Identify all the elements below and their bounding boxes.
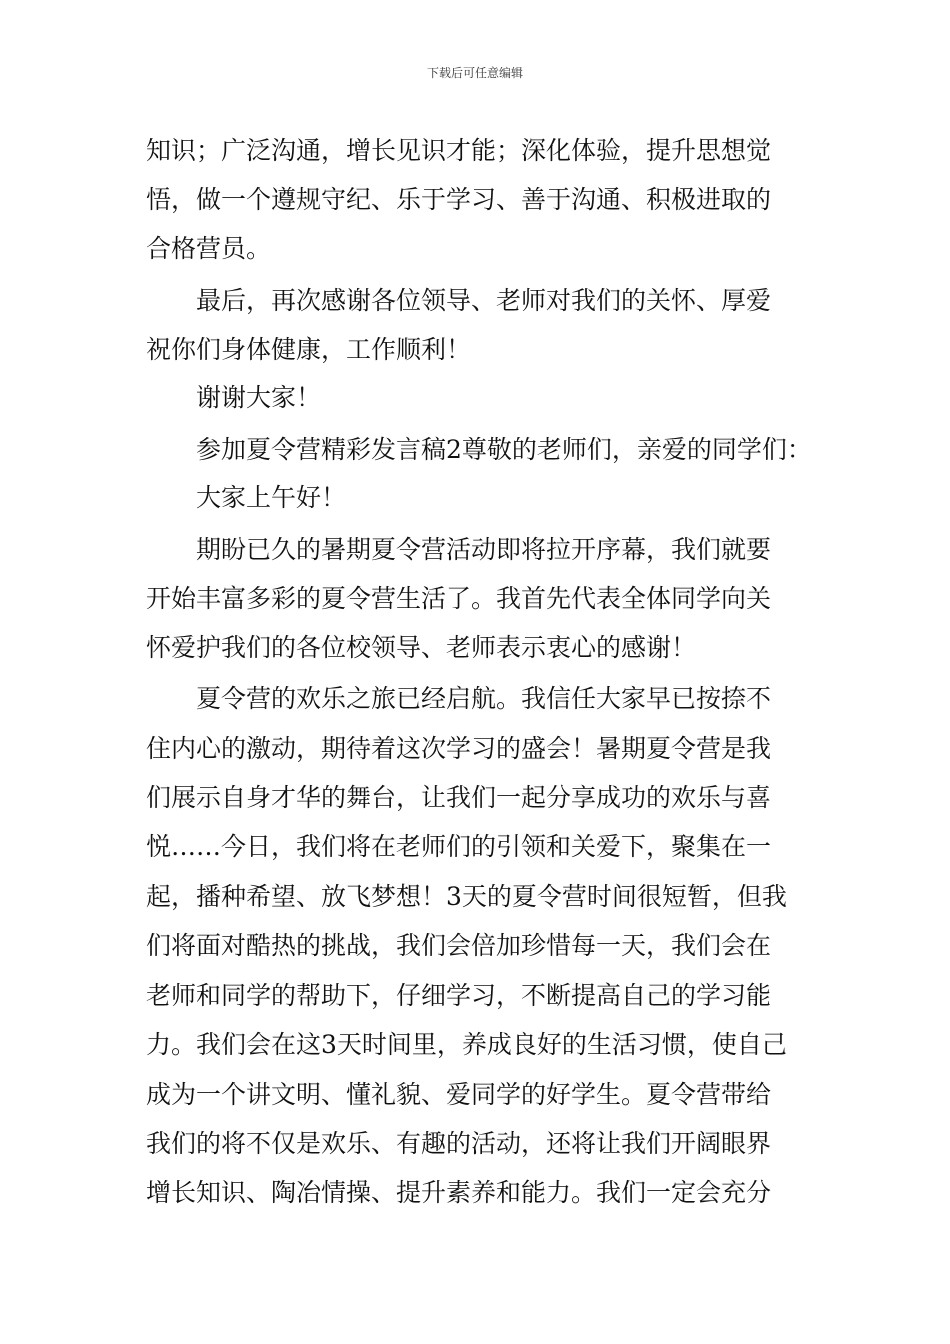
line-text: 住内心的激动，期待着这次学习的盛会！暑期夏令营是我 <box>146 734 772 763</box>
line-text: 增长知识、陶冶情操、提升素养和能力。我们一定会充分 <box>146 1178 772 1207</box>
text-line <box>0 1124 950 1164</box>
line-text: 起，播种希望、放飞梦想！3天的夏令营时间很短暂，但我 <box>146 882 787 911</box>
text-line <box>0 430 950 470</box>
line-text: 我们的将不仅是欢乐、有趣的活动，还将让我们开阔眼界 <box>146 1129 772 1158</box>
line-text: 合格营员。 <box>146 234 272 263</box>
line-text: 最后，再次感谢各位领导、老师对我们的关怀、厚爱 <box>196 286 772 315</box>
line-text: 夏令营的欢乐之旅已经启航。我信任大家早已按捺不 <box>196 684 772 713</box>
line-text: 祝你们身体健康，工作顺利！ <box>146 335 472 364</box>
page-header: 下载后可任意编辑 <box>426 66 523 80</box>
line-text: 老师和同学的帮助下，仔细学习，不断提高自己的学习能 <box>146 981 772 1010</box>
line-text: 成为一个讲文明、懂礼貌、爱同学的好学生。夏令营带给 <box>146 1080 772 1109</box>
text-line <box>0 530 950 570</box>
text-line <box>0 827 950 867</box>
text-line <box>0 926 950 966</box>
text-line <box>0 579 950 619</box>
line-text: 们展示自身才华的舞台，让我们一起分享成功的欢乐与喜 <box>146 783 772 812</box>
line-text: 参加夏令营精彩发言稿2尊敬的老师们，亲爱的同学们： <box>196 435 812 464</box>
text-line <box>0 679 950 719</box>
text-line <box>0 131 950 171</box>
text-line <box>0 877 950 917</box>
text-line <box>0 281 950 321</box>
line-text: 期盼已久的暑期夏令营活动即将拉开序幕，我们就要 <box>196 535 772 564</box>
text-line <box>0 976 950 1016</box>
text-line <box>0 330 950 370</box>
text-line <box>0 729 950 769</box>
line-text: 力。我们会在这3天时间里，养成良好的生活习惯，使自己 <box>146 1030 787 1059</box>
line-text: 大家上午好！ <box>196 483 347 512</box>
line-text: 知识；广泛沟通，增长见识才能；深化体验，提升思想觉 <box>146 136 772 165</box>
text-line <box>0 628 950 668</box>
text-line <box>0 1173 950 1213</box>
line-text: 开始丰富多彩的夏令营生活了。我首先代表全体同学向关 <box>146 584 772 613</box>
text-line <box>0 478 950 518</box>
line-text: 悦……今日，我们将在老师们的引领和关爱下，聚集在一 <box>146 832 772 861</box>
line-text: 怀爱护我们的各位校领导、老师表示衷心的感谢！ <box>146 633 697 662</box>
text-line <box>0 1075 950 1115</box>
text-line <box>0 778 950 818</box>
line-text: 悟，做一个遵规守纪、乐于学习、善于沟通、积极进取的 <box>146 185 772 214</box>
text-line <box>0 229 950 269</box>
text-line <box>0 1025 950 1065</box>
line-text: 谢谢大家！ <box>196 383 322 412</box>
line-text: 们将面对酷热的挑战，我们会倍加珍惜每一天，我们会在 <box>146 931 772 960</box>
text-line <box>0 378 950 418</box>
text-line <box>0 180 950 220</box>
